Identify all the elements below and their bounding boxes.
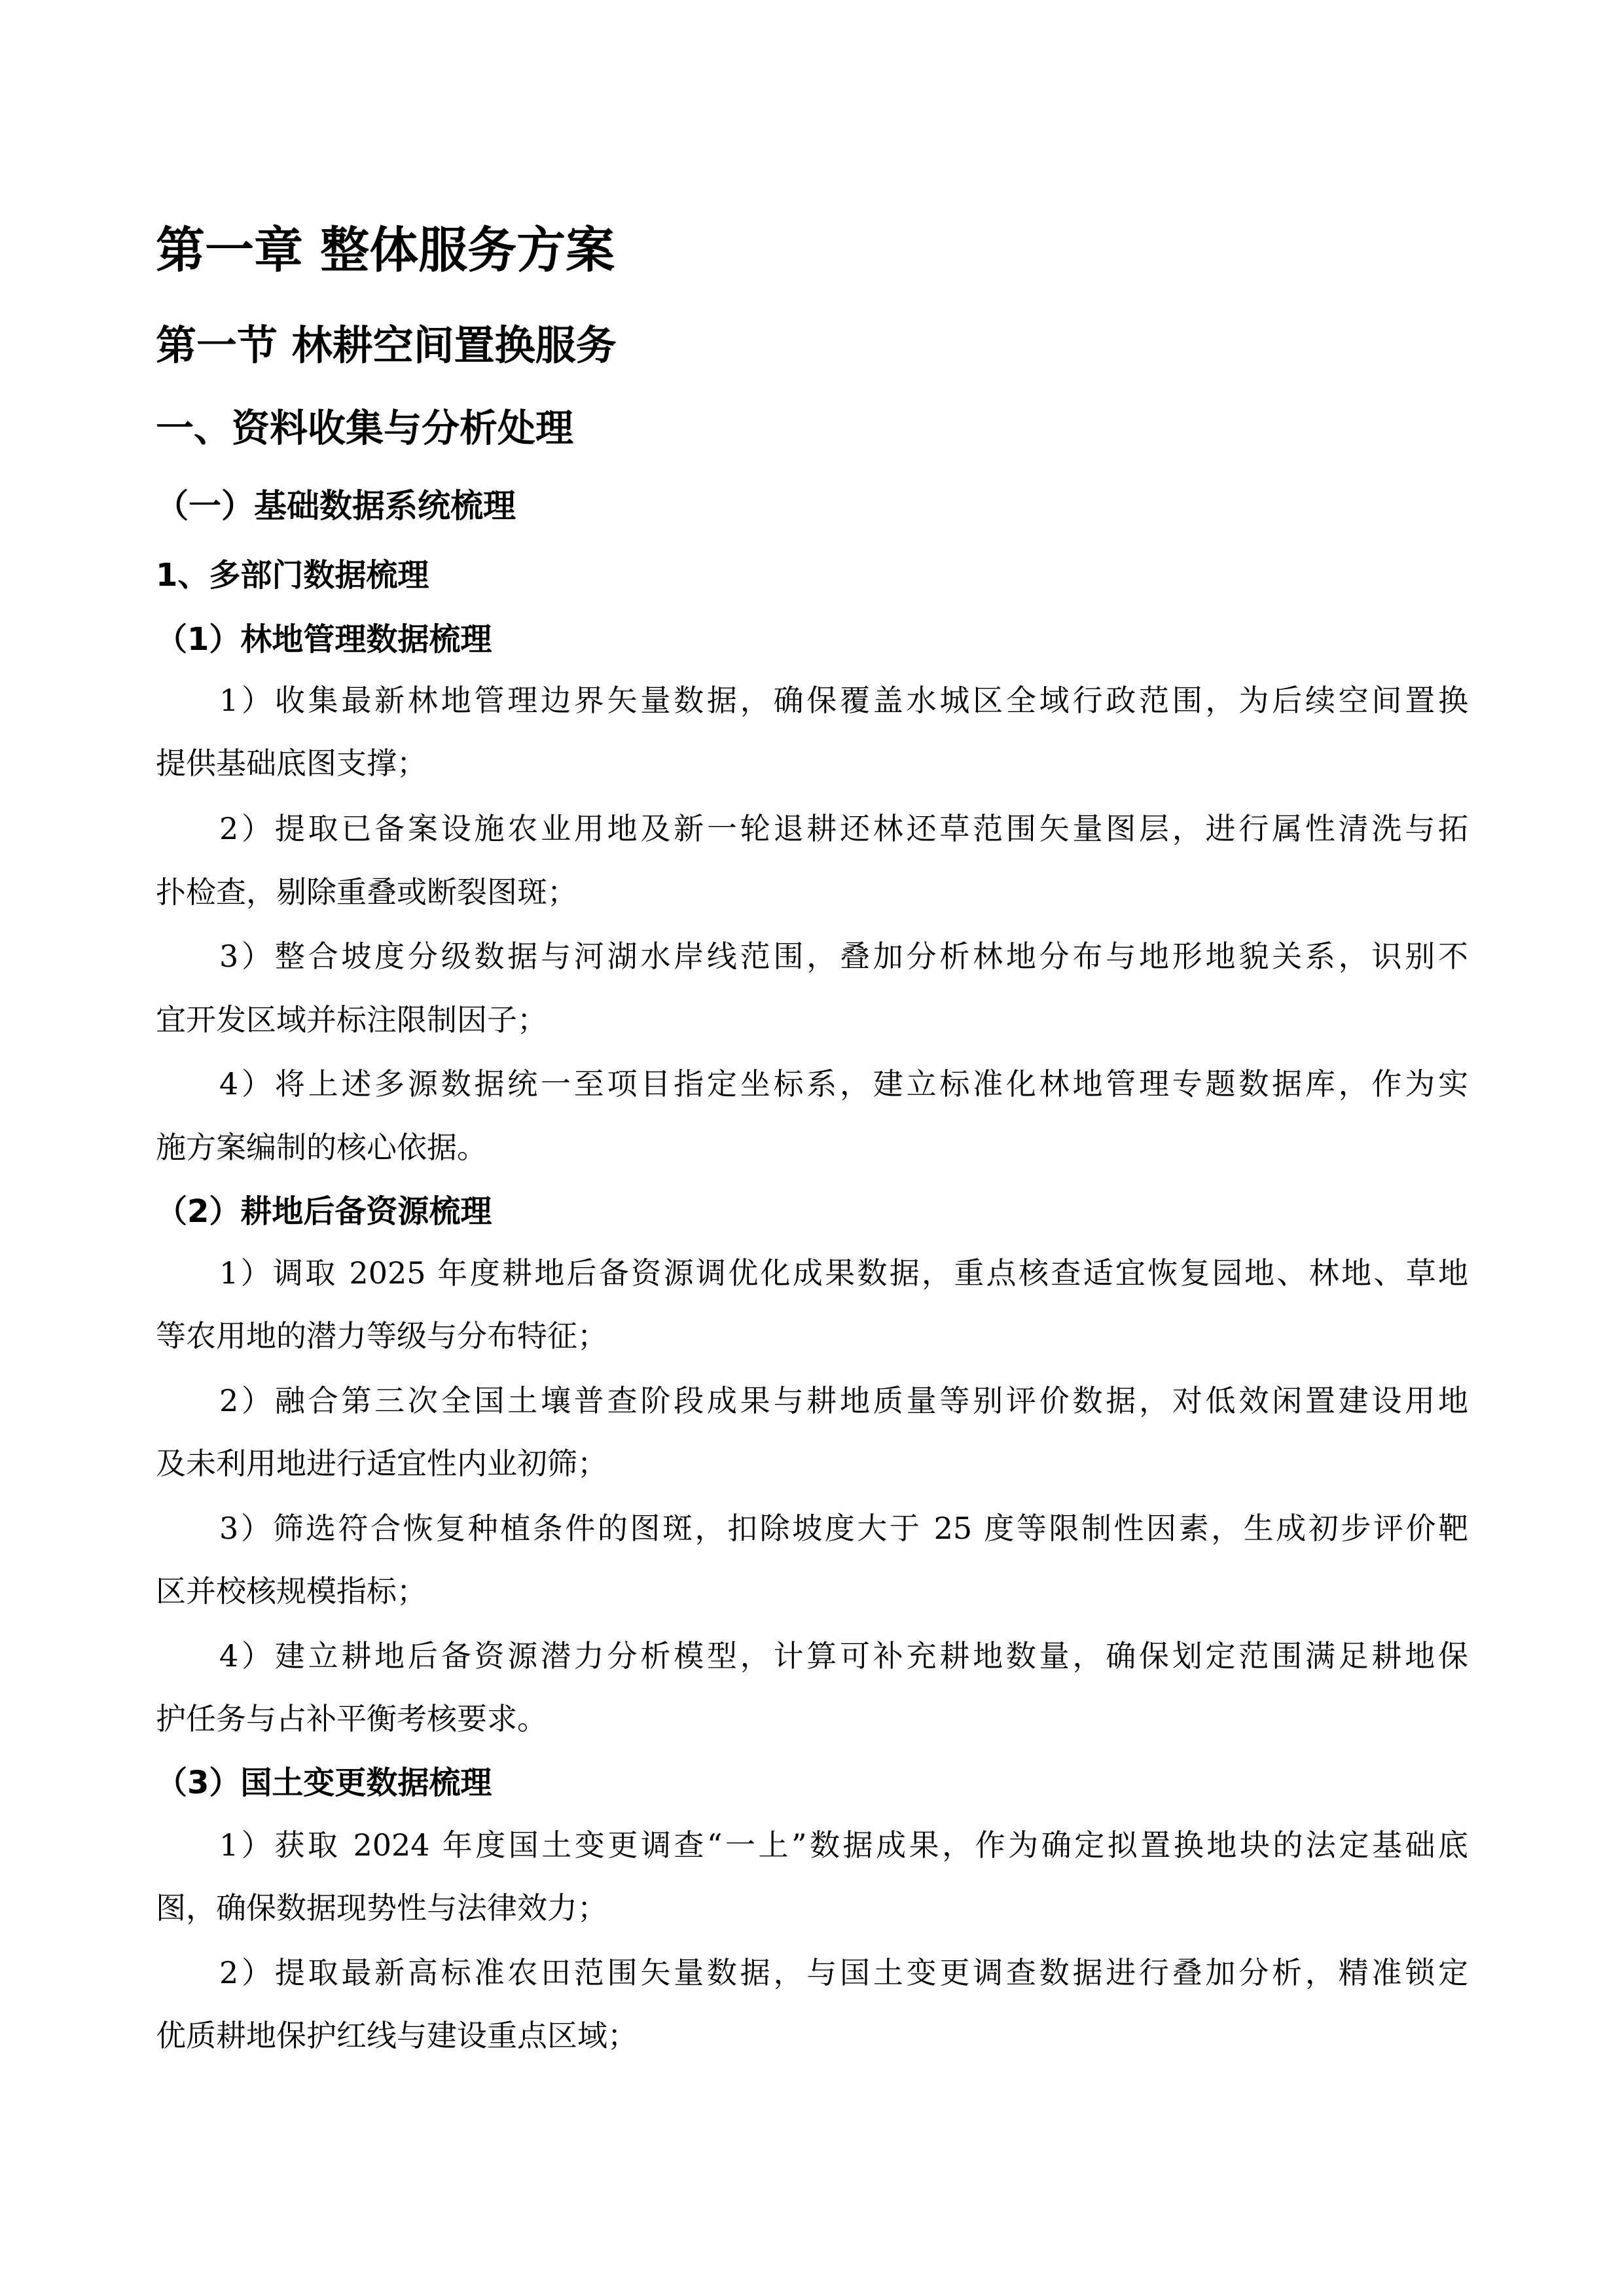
- paragraph-line: 提供基础底图支撑；: [156, 745, 427, 781]
- paragraph-line: 扑检查，剔除重叠或断裂图斑；: [156, 874, 577, 910]
- paragraph-line: 宜开发区域并标注限制因子；: [156, 1002, 547, 1037]
- group-title: （3）国土变更数据梳理: [156, 1765, 492, 1801]
- paragraph-line: 3）整合坡度分级数据与河湖水岸线范围，叠加分析林地分布与地形地貌关系，识别不: [219, 939, 1468, 974]
- paragraph-line: 1）收集最新林地管理边界矢量数据，确保覆盖水城区全域行政范围，为后续空间置换: [219, 683, 1468, 718]
- paragraph-line: 优质耕地保护红线与建设重点区域；: [156, 2018, 638, 2053]
- paragraph-line: 区并校核规模指标；: [156, 1573, 427, 1609]
- item-title: 1、多部门数据梳理: [156, 557, 429, 594]
- paragraph-line: 1）获取 2024 年度国土变更调查“一上”数据成果，作为确定拟置换地块的法定基础底: [219, 1827, 1468, 1863]
- section-title: 第一节 林耕空间置换服务: [156, 321, 617, 369]
- chapter-title: 第一章 整体服务方案: [156, 221, 615, 279]
- subsection-title: 一、资料收集与分析处理: [156, 406, 574, 450]
- paragraph-line: 施方案编制的核心依据。: [156, 1130, 487, 1165]
- paragraph-line: 1）调取 2025 年度耕地后备资源调优化成果数据，重点核查适宜恢复园地、林地、草地: [219, 1255, 1468, 1291]
- sub-subsection-title: （一）基础数据系统梳理: [156, 487, 516, 525]
- paragraph-line: 2）提取已备案设施农业用地及新一轮退耕还林还草范围矢量图层，进行属性清洗与拓: [219, 811, 1468, 846]
- paragraph-line: 4）将上述多源数据统一至项目指定坐标系，建立标准化林地管理专题数据库，作为实: [219, 1066, 1468, 1102]
- paragraph-line: 2）提取最新高标准农田范围矢量数据，与国土变更调查数据进行叠加分析，精准锁定: [219, 1955, 1468, 1990]
- group-title: （2）耕地后备资源梳理: [156, 1193, 492, 1230]
- paragraph-line: 2）融合第三次全国土壤普查阶段成果与耕地质量等别评价数据，对低效闲置建设用地: [219, 1383, 1468, 1418]
- group-title: （1）林地管理数据梳理: [156, 621, 492, 658]
- paragraph-line: 图，确保数据现势性与法律效力；: [156, 1890, 607, 1926]
- paragraph-line: 护任务与占补平衡考核要求。: [156, 1701, 547, 1736]
- paragraph-line: 4）建立耕地后备资源潜力分析模型，计算可补充耕地数量，确保划定范围满足耕地保: [219, 1638, 1468, 1674]
- paragraph-line: 及未利用地进行适宜性内业初筛；: [156, 1446, 607, 1481]
- paragraph-line: 等农用地的潜力等级与分布特征；: [156, 1318, 607, 1354]
- paragraph-line: 3）筛选符合恢复种植条件的图斑，扣除坡度大于 25 度等限制性因素，生成初步评价靶: [219, 1511, 1468, 1546]
